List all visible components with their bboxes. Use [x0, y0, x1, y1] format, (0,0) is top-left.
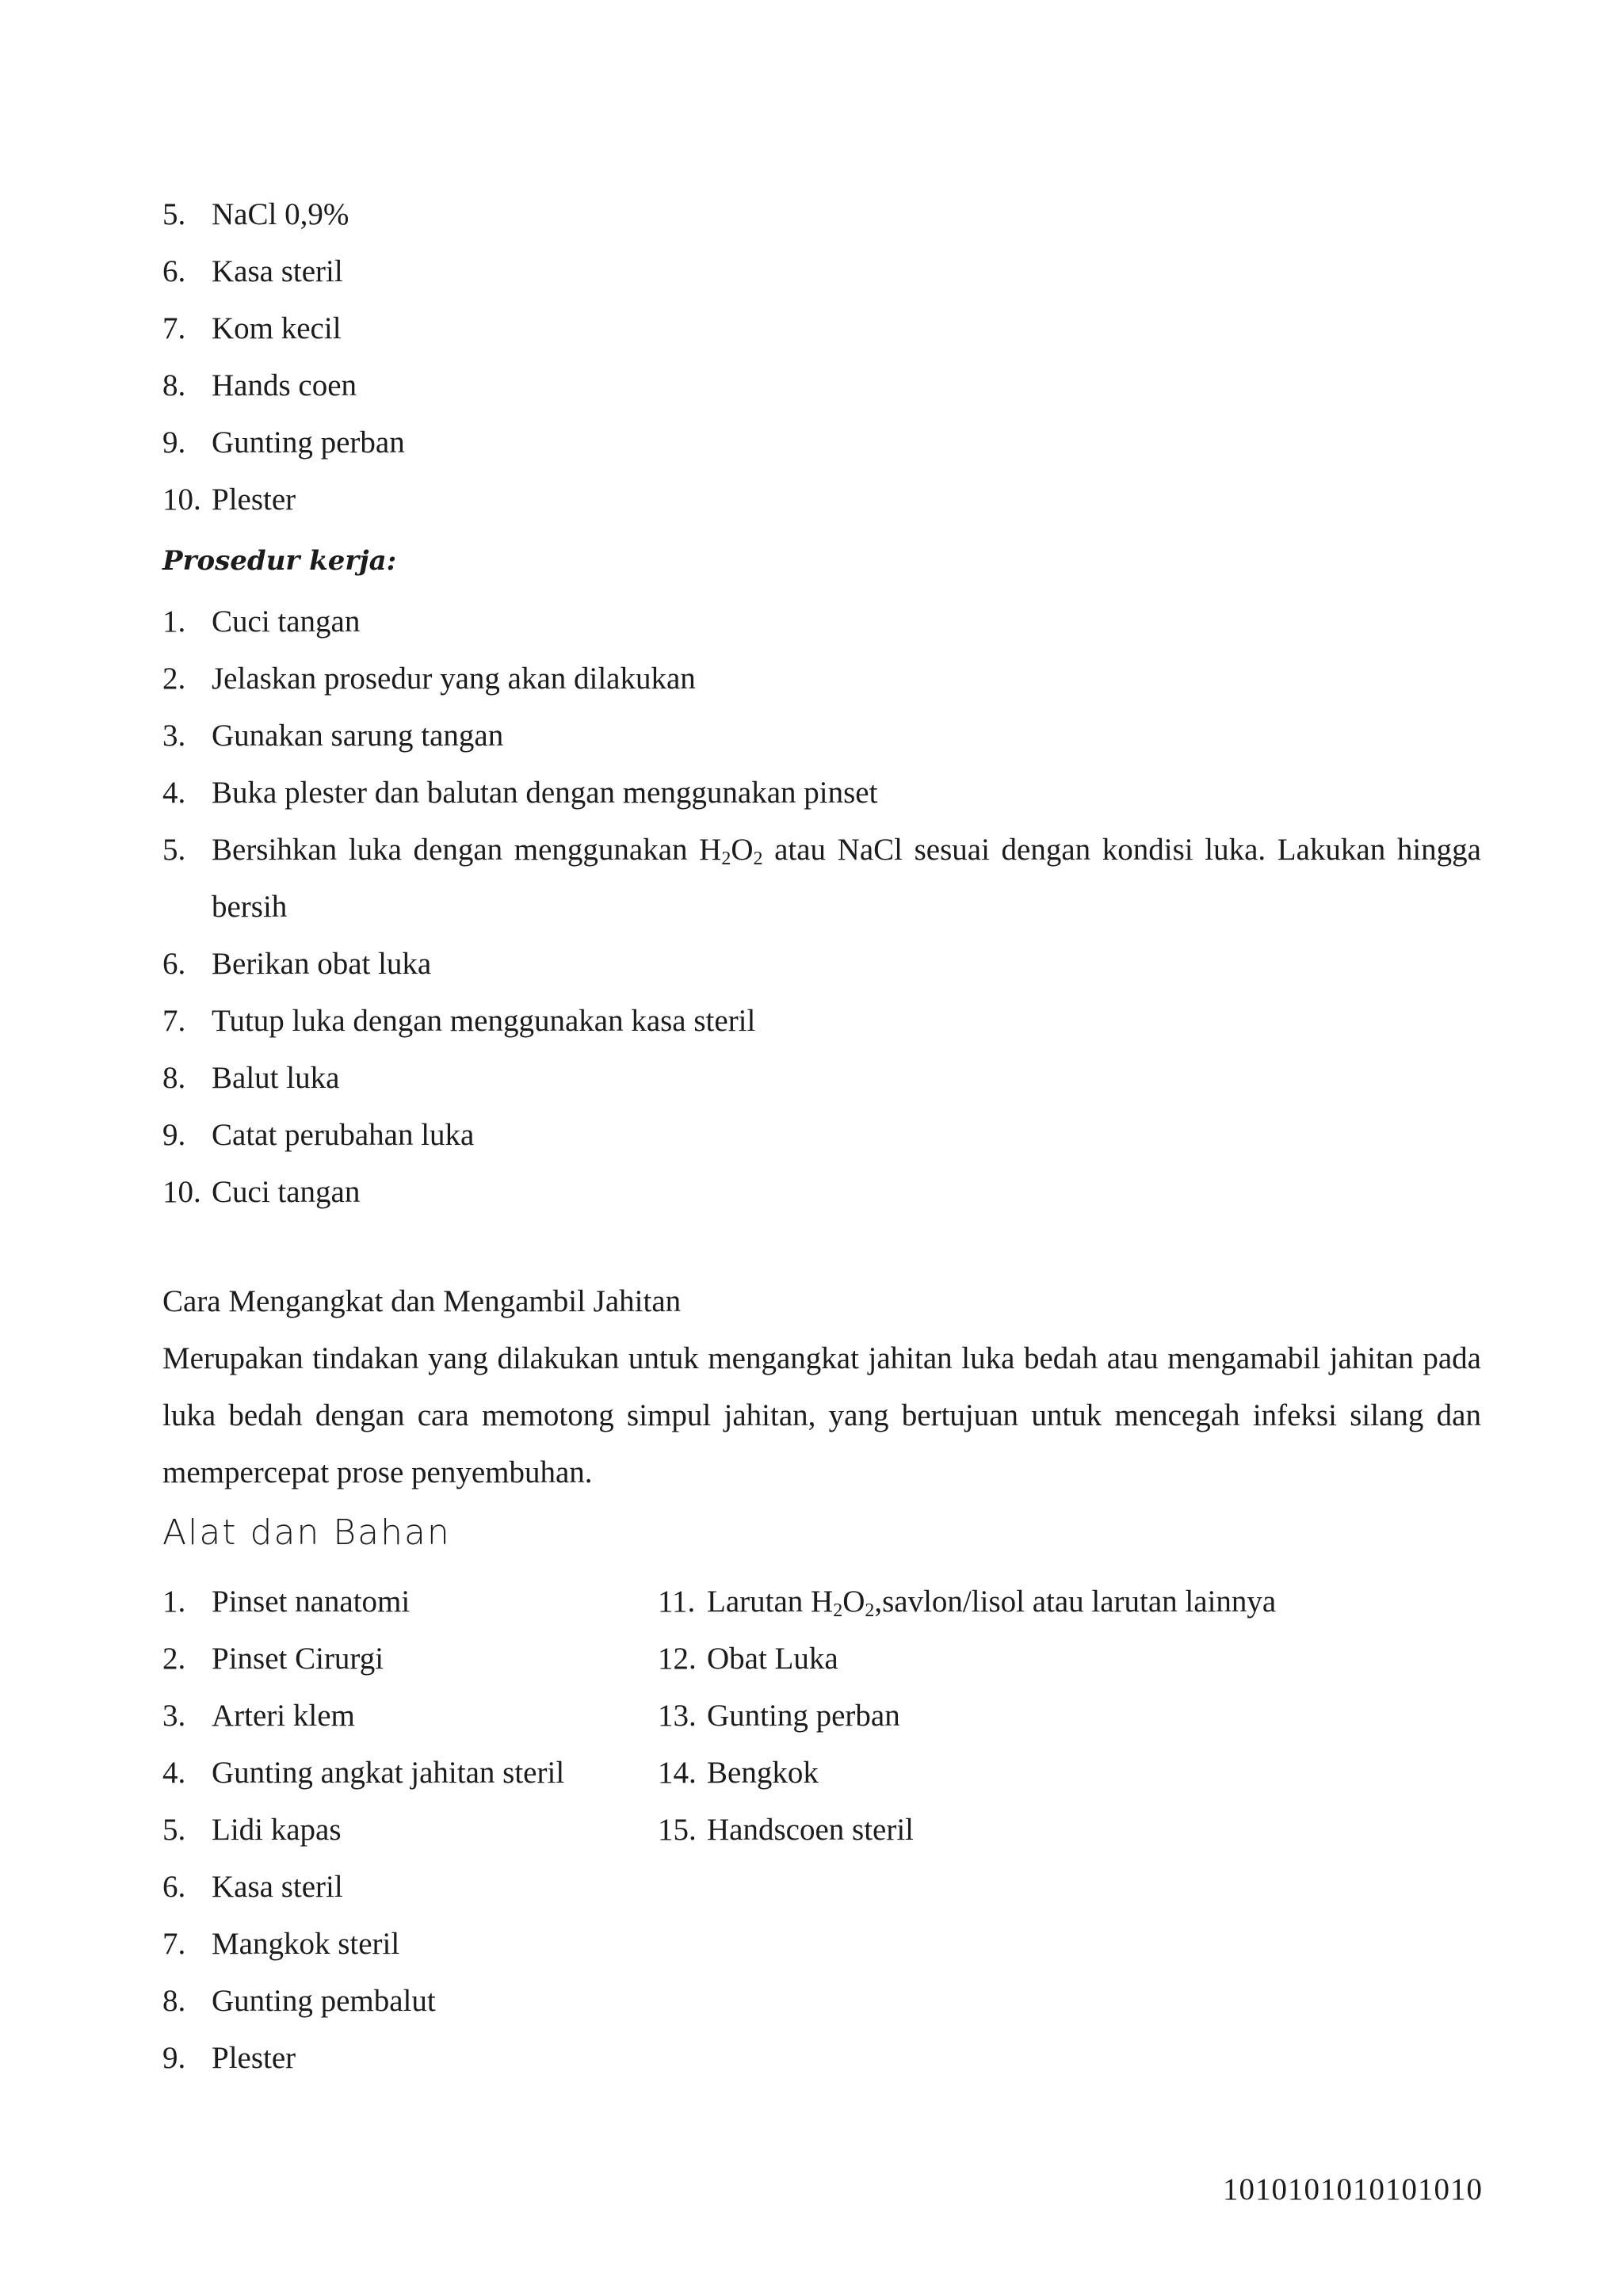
step-text-with-formula: Bersihkan luka dengan menggunakan $H_2O_2$ atau NaCl sesuai dengan kondisi luka. Lakukan hingga bersih: [212, 833, 1481, 924]
document-page: 5. NaCl 0,9% 6. Kasa steril 7. Kom kecil 8. Hands coen 9. Gunting perban 10. Plester Prosedur kerja: 1. Cuci tangan 2. Jelaskan prosedur yang akan dilakukan 3. Gunakan sarung tangan 4. Buka plester dan balutan dengan menggunakan pinset 5. Bersihkan luka dengan menggunakan $H_2O_2$ atau NaCl sesuai dengan kondisi luka. Lakukan hingga bersih 6. Berikan obat luka 7. Tutup luka dengan menggunakan kasa steril 8. Balut luka 9. Catat perubahan luka 10. Cuci tangan Cara Mengangkat dan Mengambil Jahitan Merupakan tindakan yang dilakukan untuk mengangkat jahitan luka bedah atau mengamabil jahitan pada luka bedah dengan cara memotong simpul jahitan, yang bertujuan untuk mencegah infeksi silang dan mempercepat prose penyembuhan. Alat dan Bahan 1. Pinset nanatomi 2. Pinset Cirurgi 3. Arteri klem 4. Gunting angkat jahitan steril 5. Lidi kapas 6. Kasa steril 7. Mangkok steril 8. Gunting pembalut 9. Plester 11. Larutan $H_2O_2,savlon$/lisol atau larutan lainnya 12. Obat Luka 13. Gunting perban 14. Bengkok 15. Handscoen steril 1010101010101010: [0, 0, 1623, 2296]
section-title: Cara Mengangkat dan Mengambil Jahitan: [162, 1284, 682, 1318]
page-number: 1010101010101010: [1223, 2172, 1483, 2206]
section-paragraph: Merupakan tindakan yang dilakukan untuk mengangkat jahitan luka bedah atau mengamabil jahitan pada luka bedah dengan cara memotong simpul jahitan, yang bertujuan untuk mencegah infeksi silang dan mempercepat prose penyembuhan.: [162, 1341, 1481, 1489]
tools-heading: Alat dan Bahan: [162, 1512, 451, 1553]
tool-text-with-formula: Larutan $H_2O_2,savlon$/lisol atau larutan lainnya: [707, 1585, 1277, 1621]
procedure-heading: Prosedur kerja:: [162, 545, 397, 577]
